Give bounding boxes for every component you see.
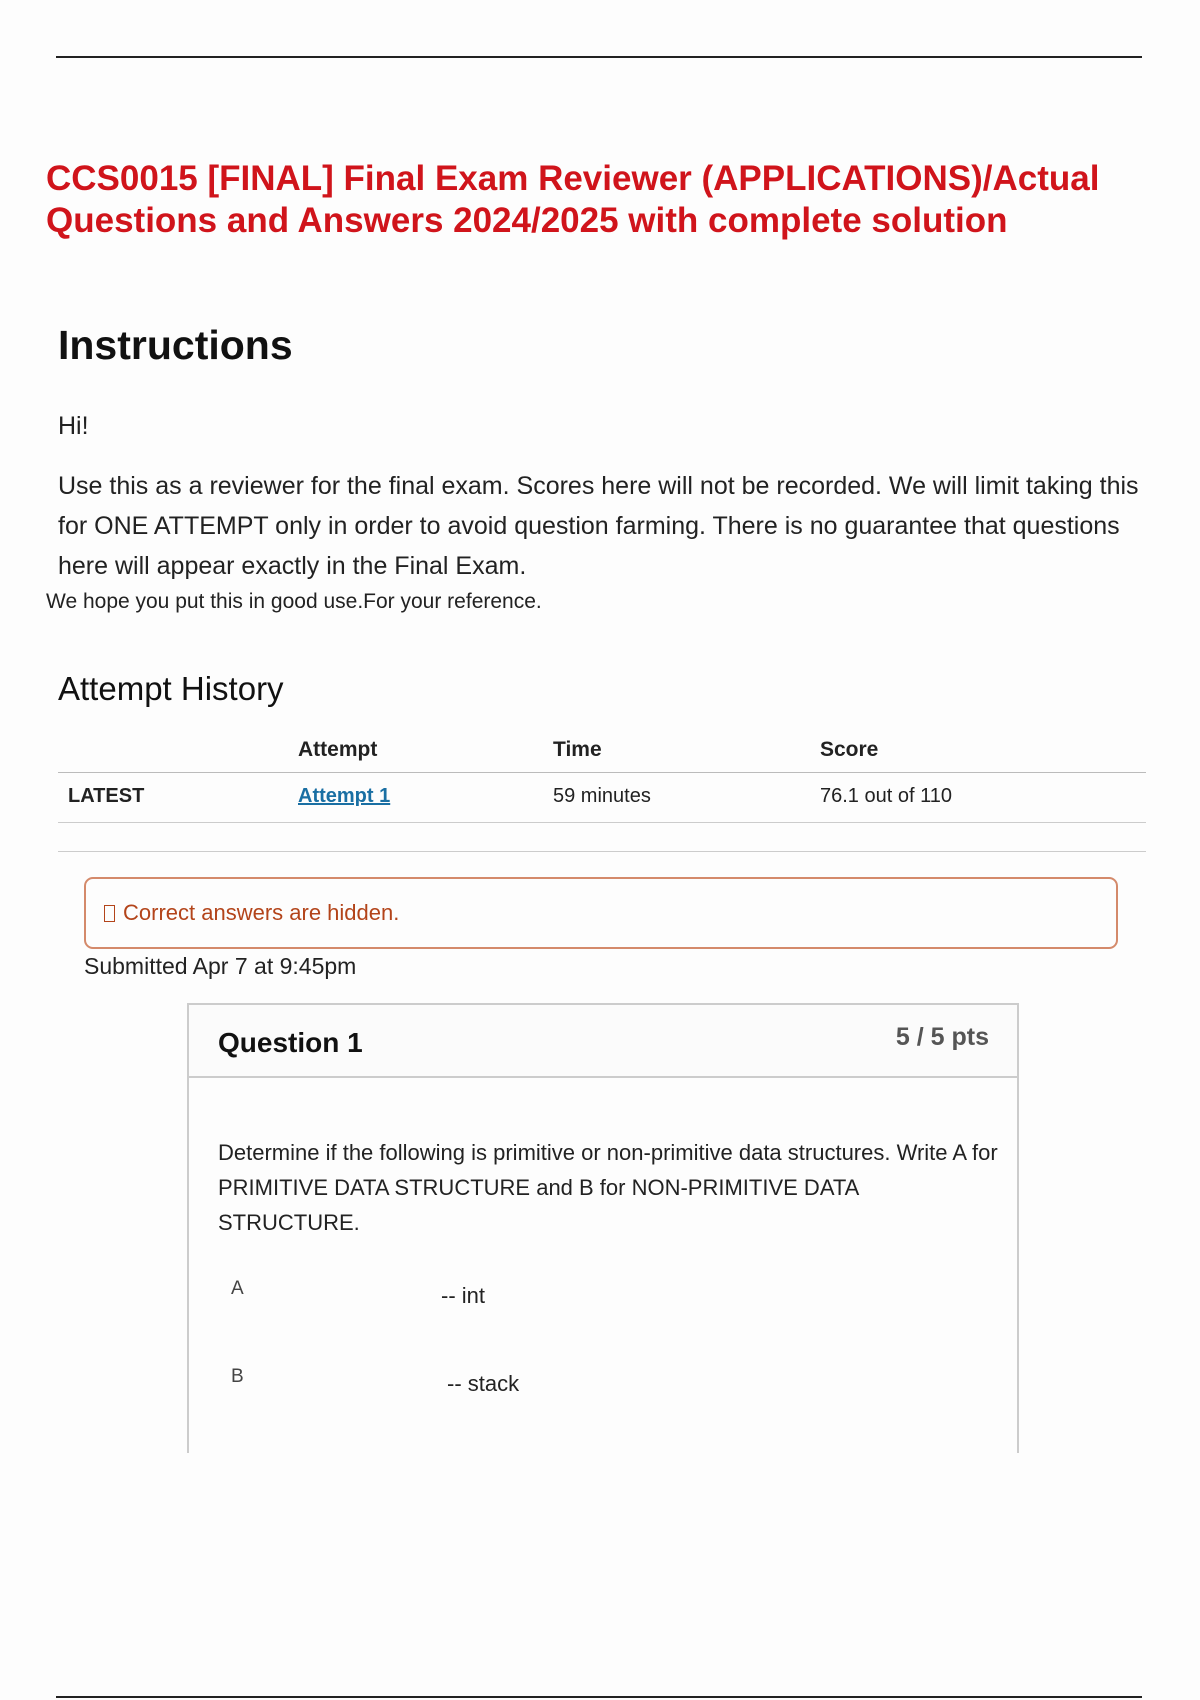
bottom-rule	[56, 1696, 1142, 1698]
attempt-label: LATEST	[58, 773, 298, 823]
submitted-timestamp: Submitted Apr 7 at 9:45pm	[84, 953, 357, 979]
answers-hidden-notice	[84, 877, 1118, 949]
attempt-history-heading: Attempt History	[58, 670, 284, 707]
instructions-heading: Instructions	[58, 322, 293, 368]
attempt-time: 59 minutes	[553, 773, 820, 823]
notice-text: Correct answers are hidden.	[123, 900, 400, 925]
instructions-greeting: Hi!	[58, 412, 89, 440]
column-header-attempt: Attempt	[298, 730, 553, 773]
question-points: 5 / 5 pts	[895, 1023, 989, 1051]
question-text: Determine if the following is primitive or non-primitive data structures. Write A for PRIMITIVE DATA STRUCTURE and B for NON-PRIMITIVE DATA STRUCTURE.	[218, 1140, 998, 1235]
column-header-time: Time	[553, 730, 820, 773]
attempt-history-table	[58, 730, 1146, 823]
question-header	[189, 1005, 1017, 1078]
column-header-blank	[58, 730, 298, 773]
attempt-score: 76.1 out of 110	[820, 773, 1146, 823]
reference-note: We hope you put this in good use.For your reference.	[46, 590, 542, 613]
answer-letter: A	[231, 1278, 244, 1299]
instructions-body: Use this as a reviewer for the final exam. Scores here will not be recorded. We will limit taking this for ONE ATTEMPT only in order to avoid question farming. There is no guarantee that questions here will appear exactly in the Final Exam.	[58, 472, 1139, 580]
attempt-link[interactable]: Attempt 1	[298, 785, 391, 807]
table-header-row	[58, 730, 1146, 773]
column-header-score: Score	[820, 730, 1146, 773]
info-icon	[104, 905, 115, 922]
table-row	[58, 773, 1146, 823]
question-card	[187, 1003, 1019, 1453]
answer-value: -- stack	[447, 1371, 520, 1396]
top-rule	[56, 56, 1142, 58]
question-title: Question 1	[218, 1027, 363, 1058]
answer-value: -- int	[441, 1283, 485, 1308]
divider	[58, 851, 1146, 852]
document-title: CCS0015 [FINAL] Final Exam Reviewer (APPLICATIONS)/Actual Questions and Answers 2024/2025 with complete solution	[46, 159, 1100, 240]
answer-letter: B	[231, 1366, 244, 1387]
